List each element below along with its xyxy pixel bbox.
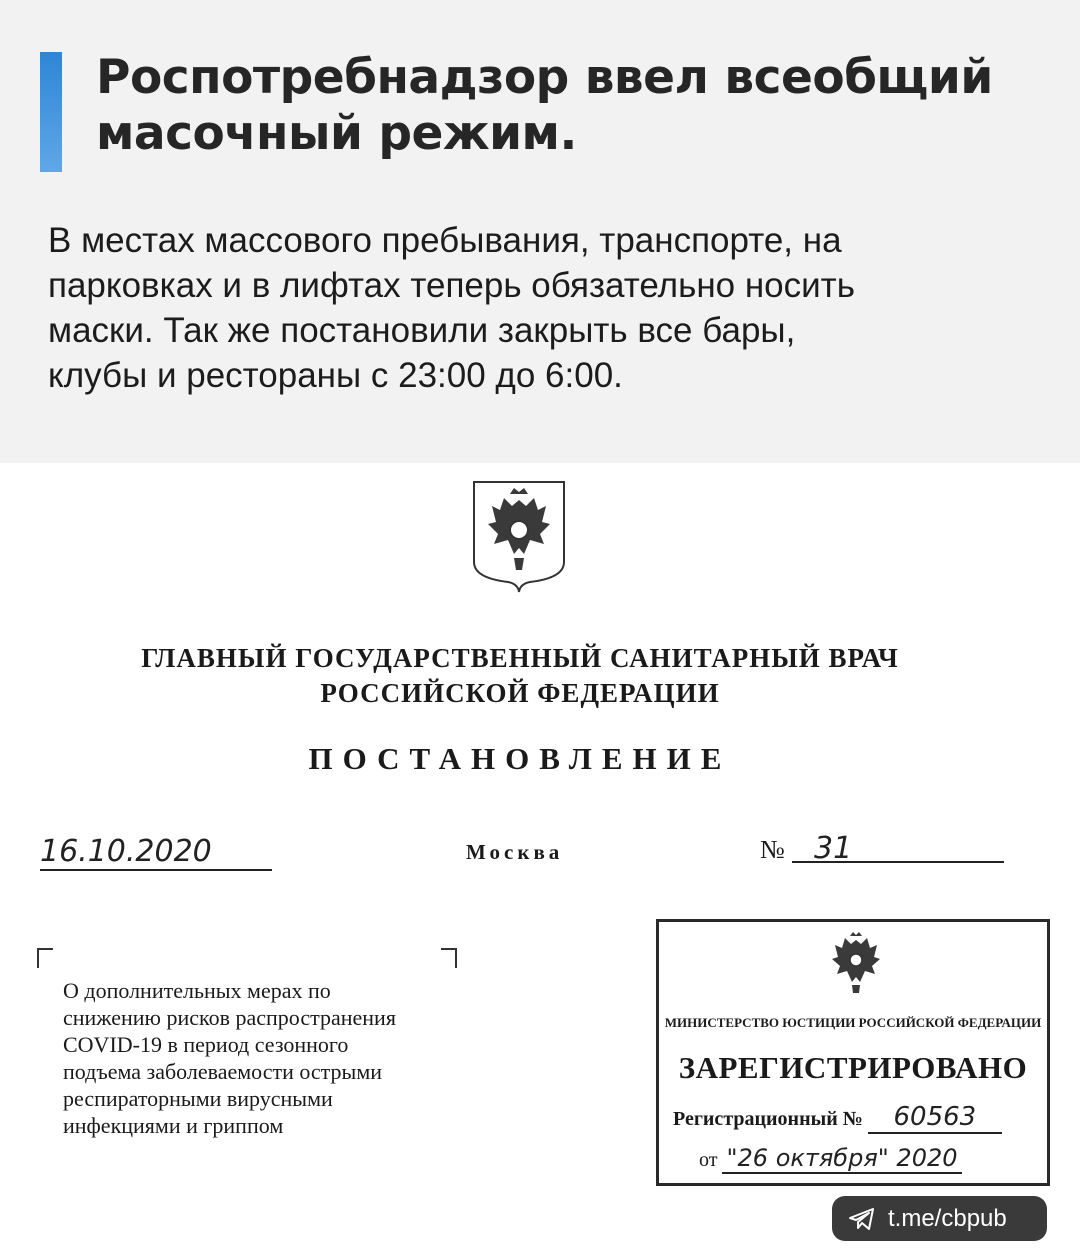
- document-city: Москва: [466, 840, 564, 864]
- subject-corner-right: [441, 948, 457, 968]
- registration-label: Регистрационный №: [673, 1108, 863, 1130]
- document-scan: [0, 463, 1080, 1260]
- issuer-line-2: РОССИЙСКОЙ ФЕДЕРАЦИИ: [320, 678, 720, 708]
- telegram-channel-badge[interactable]: [832, 1196, 1047, 1241]
- article-header-panel: [0, 0, 1080, 463]
- number-sign: №: [760, 835, 785, 864]
- issuer-line-1: ГЛАВНЫЙ ГОСУДАРСТВЕННЫЙ САНИТАРНЫЙ ВРАЧ: [141, 643, 899, 673]
- coat-of-arms-icon: [470, 478, 568, 594]
- document-type: ПОСТАНОВЛЕНИЕ: [308, 741, 732, 776]
- stamp-ministry: МИНИСТЕРСТВО ЮСТИЦИИ РОССИЙСКОЙ ФЕДЕРАЦИИ: [664, 1015, 1042, 1030]
- registration-date: "26 октября" 2020: [722, 1144, 961, 1174]
- document-subject: О дополнительных мерах по снижению рисков распространения COVID-19 в период сезонного подъема заболеваемости острыми респираторными вирусными инфекциями и гриппом: [63, 978, 396, 1138]
- stamp-status: ЗАРЕГИСТРИРОВАНО: [678, 1050, 1028, 1085]
- telegram-link[interactable]: t.me/cbpub: [888, 1204, 1007, 1232]
- registration-from-label: от: [699, 1149, 718, 1171]
- stamp-emblem-icon: [823, 930, 889, 996]
- lead-paragraph: В местах массового пребывания, транспорте, на парковках и в лифтах теперь обязательно носить маски. Так же постановили закрыть все бары, клубы и рестораны с 23:00 до 6:00.: [48, 221, 855, 395]
- document-number: 31: [792, 831, 1004, 863]
- headline: Роспотребнадзор ввел всеобщий масочный режим.: [96, 50, 993, 161]
- registration-line: [673, 1102, 1002, 1134]
- registration-date-line: [699, 1144, 962, 1174]
- document-date: 16.10.2020: [40, 835, 272, 871]
- accent-bar: [40, 52, 62, 172]
- subject-corner-left: [37, 948, 53, 968]
- telegram-icon: [848, 1207, 876, 1231]
- registration-stamp: [656, 919, 1050, 1186]
- registration-number: 60563: [868, 1102, 1002, 1134]
